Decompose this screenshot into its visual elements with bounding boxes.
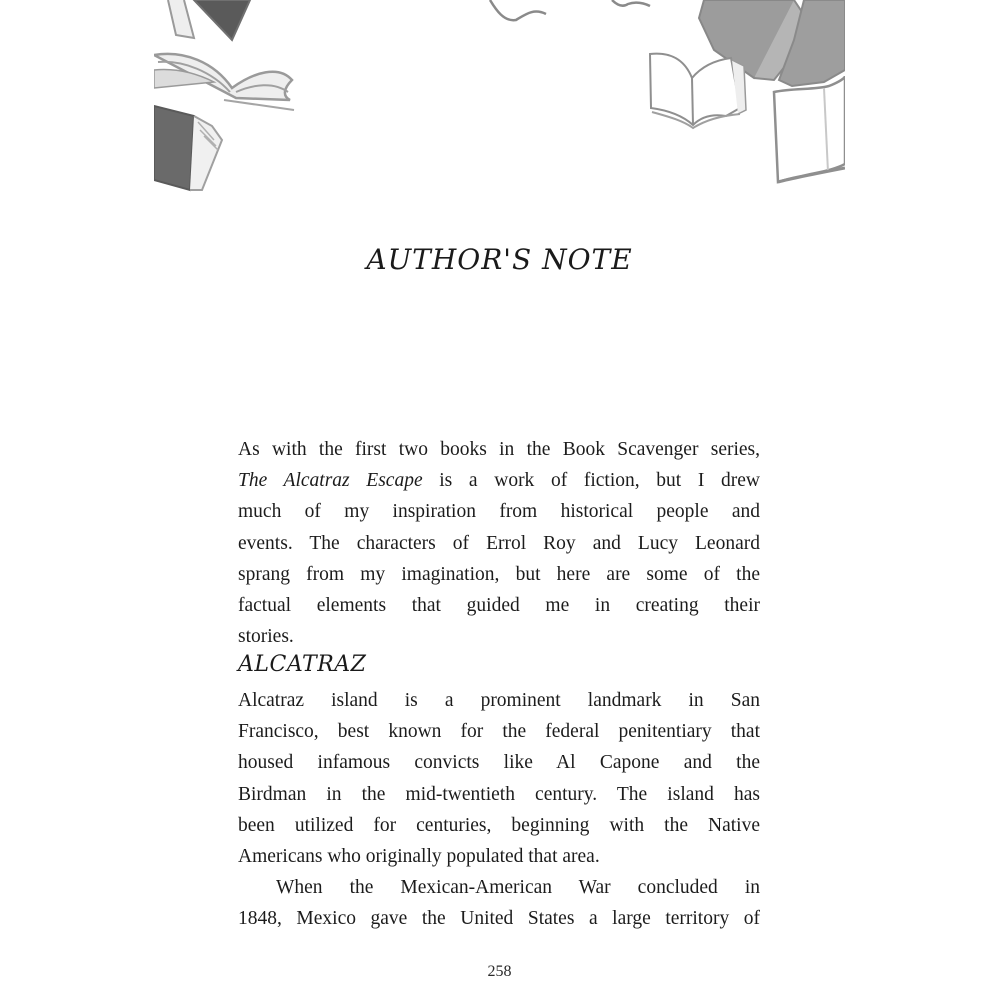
book-page bbox=[154, 0, 845, 1000]
text-line: Birdman in the mid-twentieth century. The island has bbox=[238, 783, 760, 805]
text-span: is a work of fiction, but I drew bbox=[439, 470, 760, 492]
book-icon-top-left bbox=[168, 0, 250, 40]
text-line: stories. bbox=[238, 626, 294, 648]
open-book-icon-right-small bbox=[650, 54, 746, 128]
book-title: The Alcatraz Escape bbox=[238, 470, 423, 492]
intro-paragraph bbox=[238, 434, 760, 652]
text-line: factual elements that guided me in creating their bbox=[238, 595, 760, 617]
text-line: 1848, Mexico gave the United States a large territory of bbox=[238, 908, 760, 930]
flying-books-illustration bbox=[154, 0, 845, 200]
text-line: Francisco, best known for the federal penitentiary that bbox=[238, 721, 760, 743]
text-line: sprang from my imagination, but here are some of the bbox=[238, 563, 760, 585]
text-line: been utilized for centuries, beginning with the Native bbox=[238, 814, 760, 836]
text-line: When the Mexican-American War concluded in bbox=[276, 877, 760, 899]
page-flutter-icon bbox=[490, 0, 650, 20]
page-title: AUTHOR'S NOTE bbox=[366, 243, 633, 276]
text-line: events. The characters of Errol Roy and Lucy Leonard bbox=[238, 532, 760, 554]
section-heading: ALCATRAZ bbox=[238, 652, 367, 677]
text-line: housed infamous convicts like Al Capone and the bbox=[238, 752, 760, 774]
open-book-icon-right-tall bbox=[774, 76, 845, 182]
text-line bbox=[238, 465, 760, 496]
text-line: Americans who originally populated that area. bbox=[238, 846, 600, 868]
text-line: Alcatraz island is a prominent landmark in San bbox=[238, 690, 760, 711]
page-number: 258 bbox=[487, 963, 512, 980]
text-line: much of my inspiration from historical people and bbox=[238, 501, 760, 523]
section-body bbox=[238, 685, 760, 935]
text-line: As with the first two books in the Book Scavenger series, bbox=[238, 439, 760, 460]
open-book-icon-left bbox=[154, 54, 294, 110]
closed-book-icon-left bbox=[154, 106, 222, 190]
